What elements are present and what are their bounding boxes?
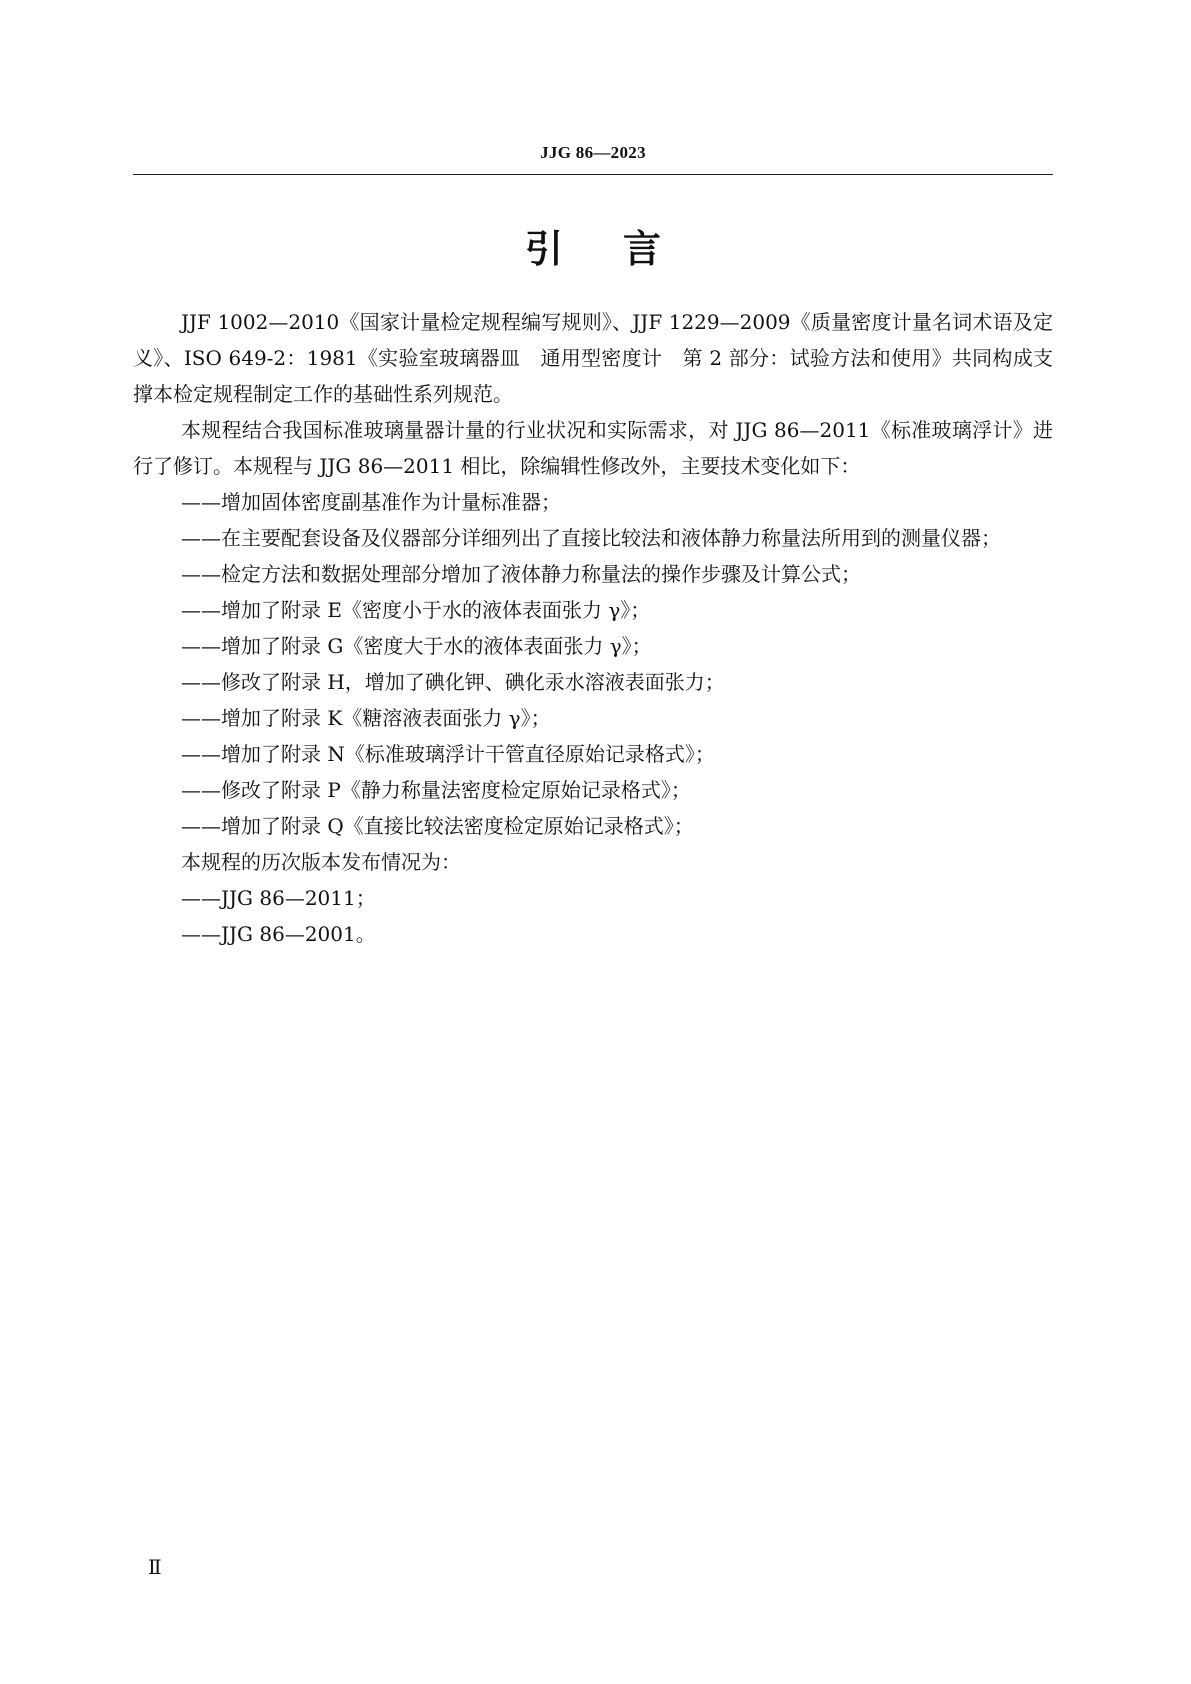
change-item: ——增加固体密度副基准作为计量标准器；: [181, 490, 561, 514]
history-item: ——JJG 86—2001。: [181, 922, 376, 946]
change-item: ——增加了附录 Q《直接比较法密度检定原始记录格式》；: [181, 814, 694, 838]
intro-paragraph-1: JJF 1002—2010《国家计量检定规程编写规则》、JJF 1229—2009《质量密度计量名词术语及定义》、ISO 649-2：1981《实验室玻璃器皿 通用型密度计 第 2 部分：试验方法和使用》共同构成支撑本检定规程制定工作的基础性系列规范。: [133, 310, 1053, 406]
header-divider: [133, 174, 1053, 175]
page-number: Ⅱ: [148, 1557, 162, 1579]
change-item: ——在主要配套设备及仪器部分详细列出了直接比较法和液体静力称量法所用到的测量仪器；: [181, 526, 1001, 550]
change-item: ——检定方法和数据处理部分增加了液体静力称量法的操作步骤及计算公式；: [181, 562, 861, 586]
change-item: ——增加了附录 K《糖溶液表面张力 γ》；: [181, 706, 551, 730]
page-title: 引言: [524, 227, 721, 271]
change-item: ——修改了附录 P《静力称量法密度检定原始记录格式》；: [181, 778, 691, 802]
intro-paragraph-2: 本规程结合我国标准玻璃量器计量的行业状况和实际需求，对 JJG 86—2011《标准玻璃浮计》进行了修订。本规程与 JJG 86—2011 相比，除编辑性修改外，主要技术变化如下：: [133, 418, 1053, 478]
change-item: ——增加了附录 E《密度小于水的液体表面张力 γ》；: [181, 598, 651, 622]
change-item: ——增加了附录 N《标准玻璃浮计干管直径原始记录格式》；: [181, 742, 715, 766]
change-item: ——修改了附录 H，增加了碘化钾、碘化汞水溶液表面张力；: [181, 670, 725, 694]
document-body: [133, 304, 1053, 952]
running-header: JJG 86—2023: [540, 143, 646, 162]
change-item: ——增加了附录 G《密度大于水的液体表面张力 γ》；: [181, 634, 652, 658]
history-intro: 本规程的历次版本发布情况为：: [181, 850, 461, 874]
history-item: ——JJG 86—2011；: [181, 886, 376, 910]
